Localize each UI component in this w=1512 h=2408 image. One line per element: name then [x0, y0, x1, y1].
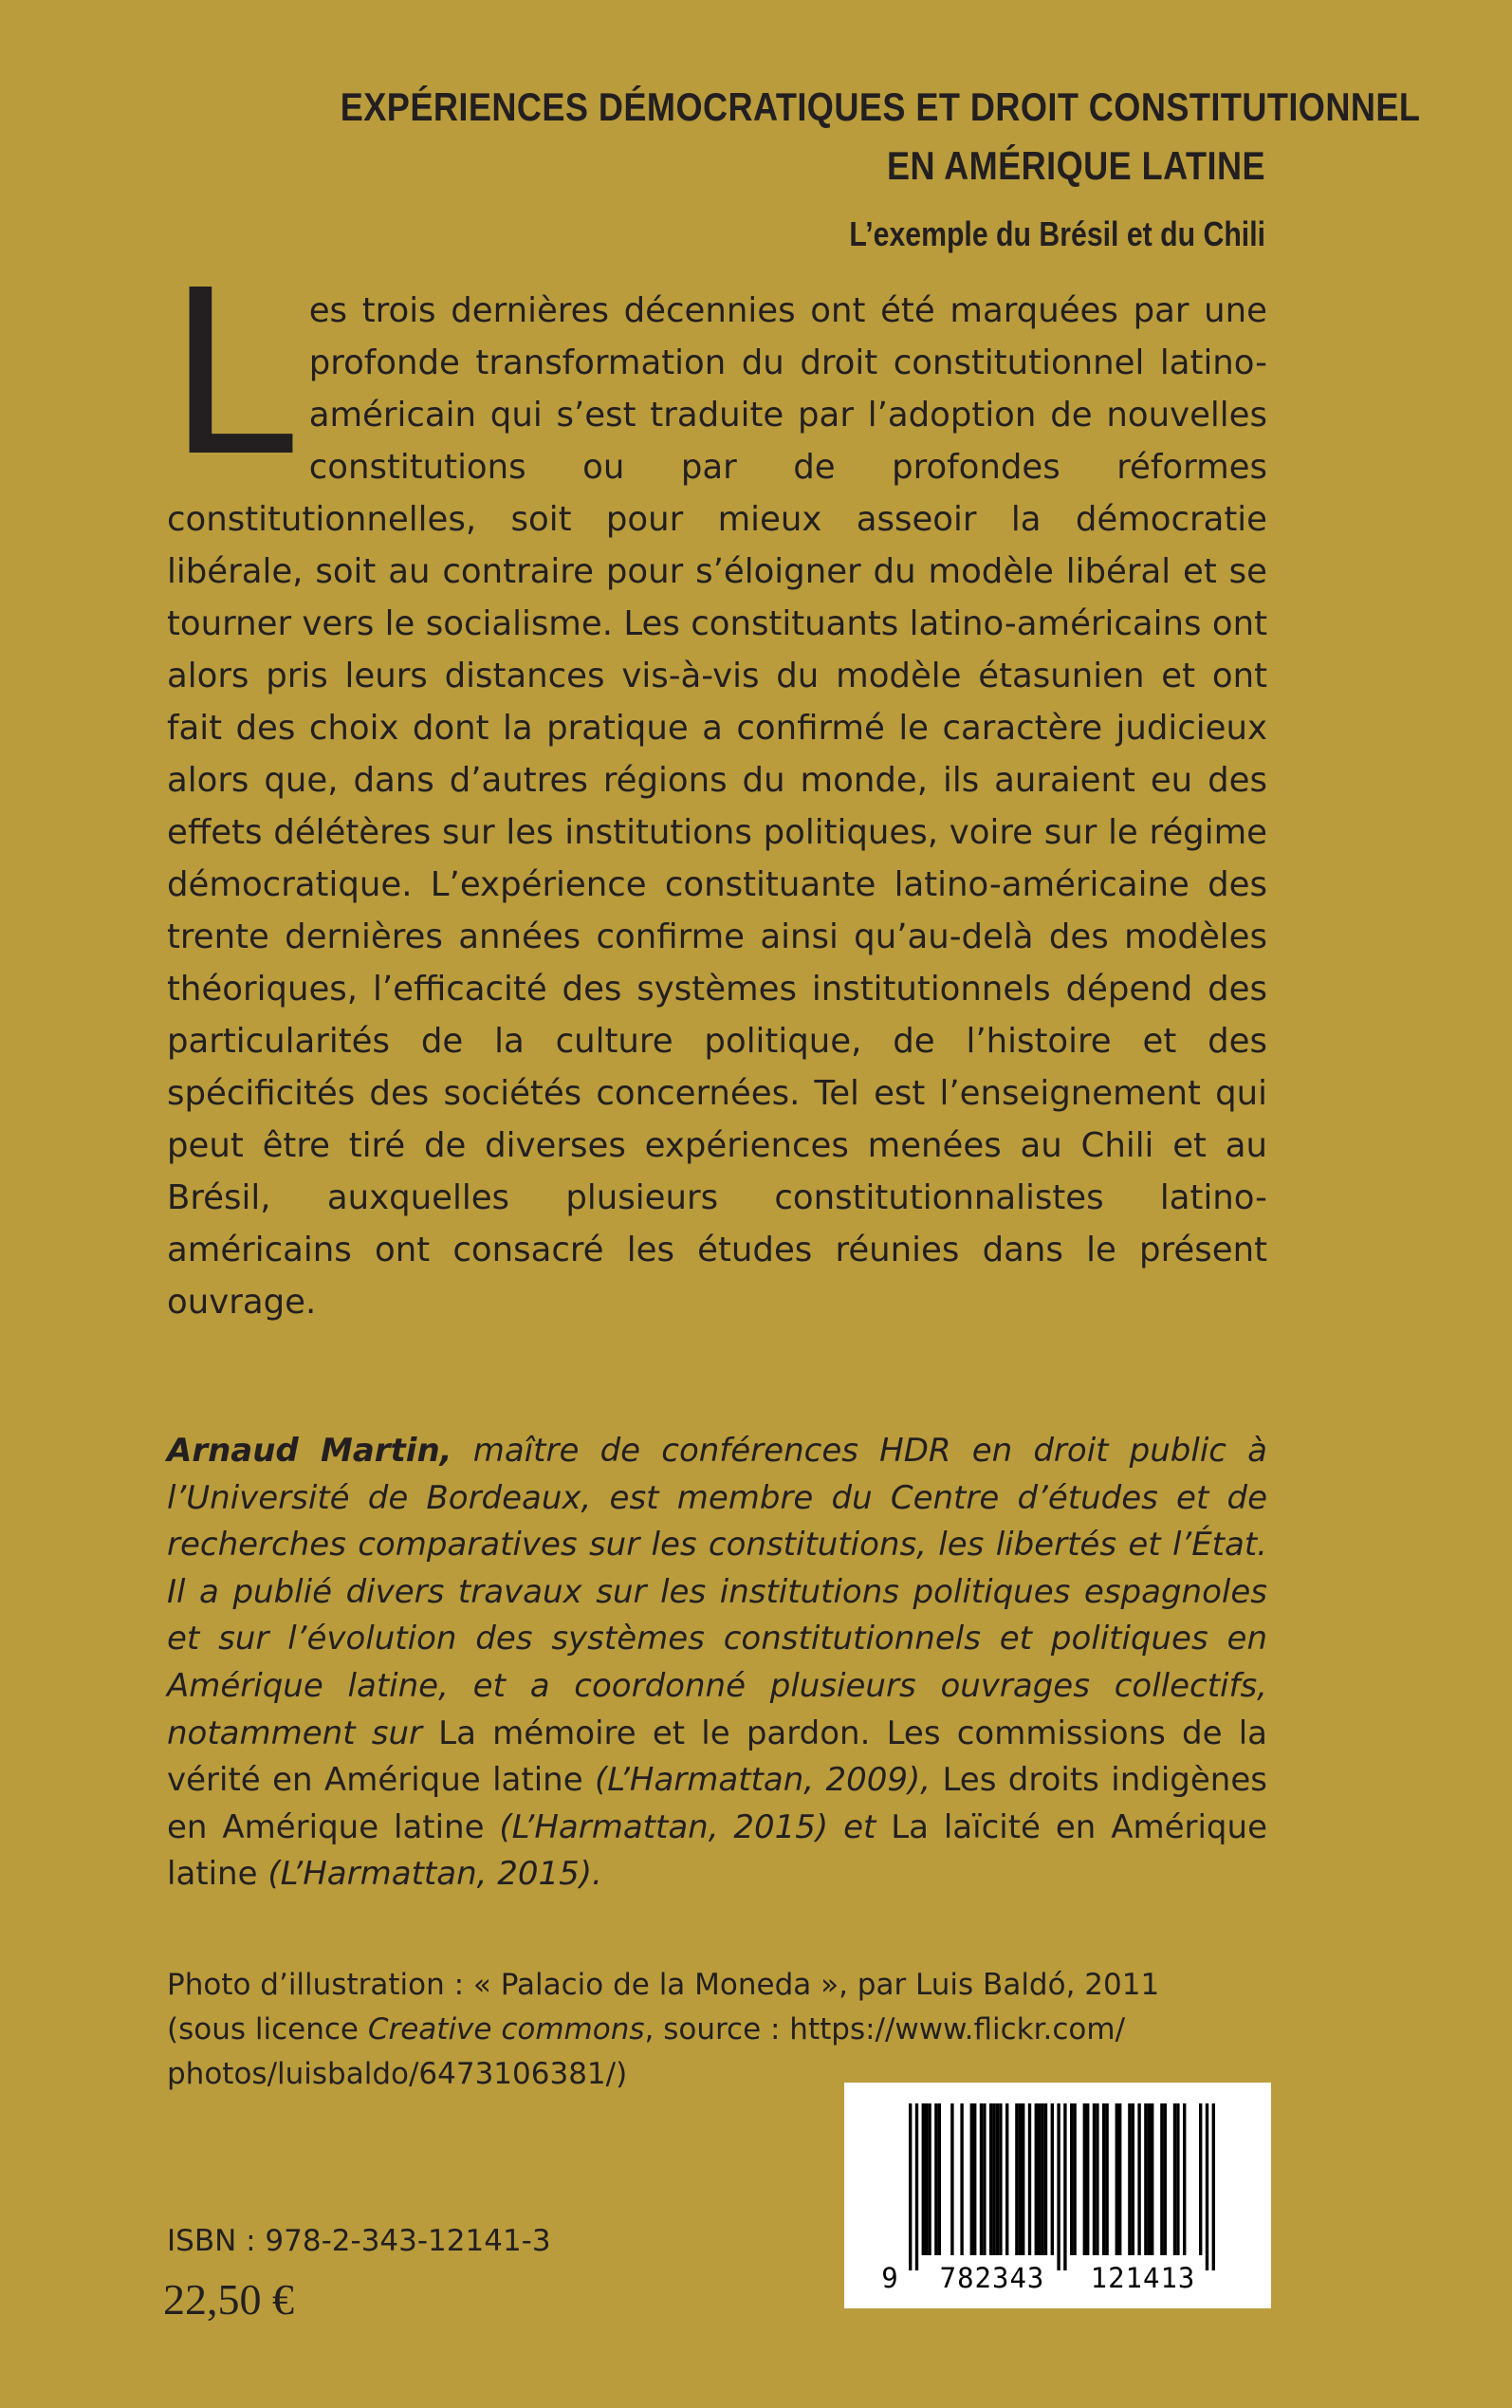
photo-credit-line-2-start: (sous licence: [167, 2012, 368, 2047]
barcode-bar: [1083, 2103, 1086, 2255]
book-title: [340, 78, 1421, 195]
publisher-reference-2: (L’Harmattan, 2015) et: [484, 1807, 892, 1846]
barcode-bar: [1035, 2103, 1038, 2255]
author-bio: [167, 1428, 1267, 1899]
book-reference-1: La mémoire et le pardon. Les commissions de la vérité en Amérique latine: [167, 1713, 1267, 1800]
bio-text: maître de conférences HDR en droit public à l’Université de Bordeaux, est membre du Centre d’études et de recherches comparatives sur les constitutions, les libertés et l’État. Il a publié divers travaux sur les institutions politiques espagnoles et sur l’évolution des systèmes constitutionnels et politiques en Amérique latine, et a coordonné plusieurs ouvrages collectifs, notamment sur: [167, 1432, 1267, 1752]
book-reference-3: La laïcité en Amérique latine: [167, 1807, 1267, 1894]
isbn: ISBN : 978-2-343-12141-3: [167, 2224, 551, 2258]
price: 22,50 €: [163, 2275, 294, 2324]
barcode-bar: [996, 2103, 999, 2255]
barcode-bar: [973, 2103, 976, 2255]
barcode-digit-lead: 9: [881, 2262, 898, 2294]
photo-credit-line-1: Photo d’illustration : « Palacio de la Moneda », par Luis Baldó, 2011: [167, 1968, 1160, 2002]
barcode-bar: [1105, 2103, 1108, 2255]
photo-credit: [167, 1963, 1191, 2097]
barcode-bar: [970, 2103, 973, 2255]
barcode-bar: [928, 2103, 931, 2255]
barcode-bar: [1183, 2103, 1186, 2255]
barcode-guard-bar: [1063, 2103, 1066, 2270]
barcode-bar: [1118, 2103, 1121, 2255]
barcode-bar: [1093, 2103, 1096, 2255]
barcode-bar: [1144, 2103, 1147, 2255]
barcode-bar: [922, 2103, 925, 2255]
drop-cap: L: [167, 241, 294, 507]
barcode-bar: [1022, 2103, 1024, 2255]
barcode-bar: [983, 2103, 986, 2255]
barcode-bar: [1164, 2103, 1167, 2255]
barcode-bar: [1070, 2103, 1073, 2255]
barcode-guard-bar: [909, 2103, 912, 2270]
barcode-guard-bar: [1057, 2103, 1060, 2270]
photo-credit-line-2-end: , source : https://www.flickr.com/: [644, 2012, 1126, 2047]
barcode-bar: [1044, 2103, 1047, 2255]
barcode-bar: [1051, 2103, 1054, 2255]
barcode-bar: [980, 2103, 983, 2255]
barcode-digits-left: 782343: [939, 2262, 1045, 2294]
barcode-bar: [1019, 2103, 1022, 2255]
barcode-guard-bar: [1212, 2103, 1215, 2270]
barcode-guard-bar: [915, 2103, 918, 2270]
barcode-bar: [1005, 2103, 1008, 2255]
photo-credit-line-3: photos/luisbaldo/6473106381/): [167, 2057, 628, 2091]
barcode-bar: [1137, 2103, 1140, 2255]
barcode: [844, 2083, 1271, 2308]
barcode-bar: [934, 2103, 937, 2255]
barcode-bar: [1116, 2103, 1118, 2255]
barcode-bar: [1151, 2103, 1153, 2255]
book-title-line-1: EXPÉRIENCES DÉMOCRATIQUES ET DROIT CONSTITUTIONNEL: [340, 84, 1421, 129]
barcode-bar: [989, 2103, 992, 2255]
publisher-reference-1: (L’Harmattan, 2009),: [582, 1761, 943, 1800]
barcode-bar: [1128, 2103, 1131, 2255]
summary-paragraph: [167, 241, 1267, 1328]
barcode-bar: [992, 2103, 995, 2255]
barcode-bar: [1199, 2103, 1202, 2255]
barcode-bar: [1073, 2103, 1076, 2255]
book-subtitle: L’exemple du Brésil et du Chili: [849, 214, 1265, 253]
barcode-bar: [1028, 2103, 1031, 2255]
publisher-reference-3: (L’Harmattan, 2015).: [257, 1855, 602, 1894]
barcode-bar: [1015, 2103, 1018, 2255]
barcode-bar: [950, 2103, 953, 2255]
barcode-bar: [999, 2103, 1002, 2255]
barcode-guard-bar: [1206, 2103, 1208, 2270]
barcode-bar: [1173, 2103, 1176, 2255]
author-name: Arnaud Martin,: [167, 1432, 452, 1470]
barcode-bar: [1176, 2103, 1179, 2255]
barcode-digits-right: 121413: [1090, 2262, 1196, 2294]
barcode-bar: [1102, 2103, 1105, 2255]
summary-text: es trois dernières décennies ont été marquées par une profonde transformation du droit constitutionnel latino-américain qui s’est traduite par l’adoption de nouvelles constitutions ou par de profondes réformes constitutionnelles, soit pour mieux asseoir la démocratie libérale, soit au contraire pour s’éloigner du modèle libéral et se tourner vers le socialisme. Les constituants latino-américains ont alors pris leurs distances vis-à-vis du modèle étasunien et ont fait des choix dont la pratique a confirmé le caractère judicieux alors que, dans d’autres régions du monde, ils auraient eu des effets délétères sur les institutions politiques, voire sur le régime démocratique. L’expérience constituante latino-américaine des trente dernières années confirme ainsi qu’au-delà des modèles théoriques, l’efficacité des systèmes institutionnels dépend des particularités de la culture politique, de l’histoire et des spécificités des sociétés concernées. Tel est l’enseignement qui peut être tiré de diverses expériences menées au Chili et au Brésil, auxquelles plusieurs constitutionnalistes latino-américains ont consacré les études réunies dans le présent ouvrage.: [167, 291, 1267, 1322]
barcode-bar: [1096, 2103, 1098, 2255]
barcode-bar: [1038, 2103, 1041, 2255]
barcode-bar: [938, 2103, 941, 2255]
book-title-line-2: EN AMÉRIQUE LATINE: [886, 143, 1265, 188]
barcode-bar: [1132, 2103, 1134, 2255]
barcode-bar: [960, 2103, 963, 2255]
book-reference-2: Les droits indigènes en Amérique latine: [167, 1761, 1267, 1846]
barcode-bar: [925, 2103, 928, 2255]
barcode-bar: [1148, 2103, 1151, 2255]
license-name: Creative commons: [367, 2012, 645, 2047]
barcode-bar: [1160, 2103, 1163, 2255]
barcode-bar: [1041, 2103, 1043, 2255]
barcode-graphic: [844, 2083, 1271, 2308]
barcode-bar: [1086, 2103, 1089, 2255]
